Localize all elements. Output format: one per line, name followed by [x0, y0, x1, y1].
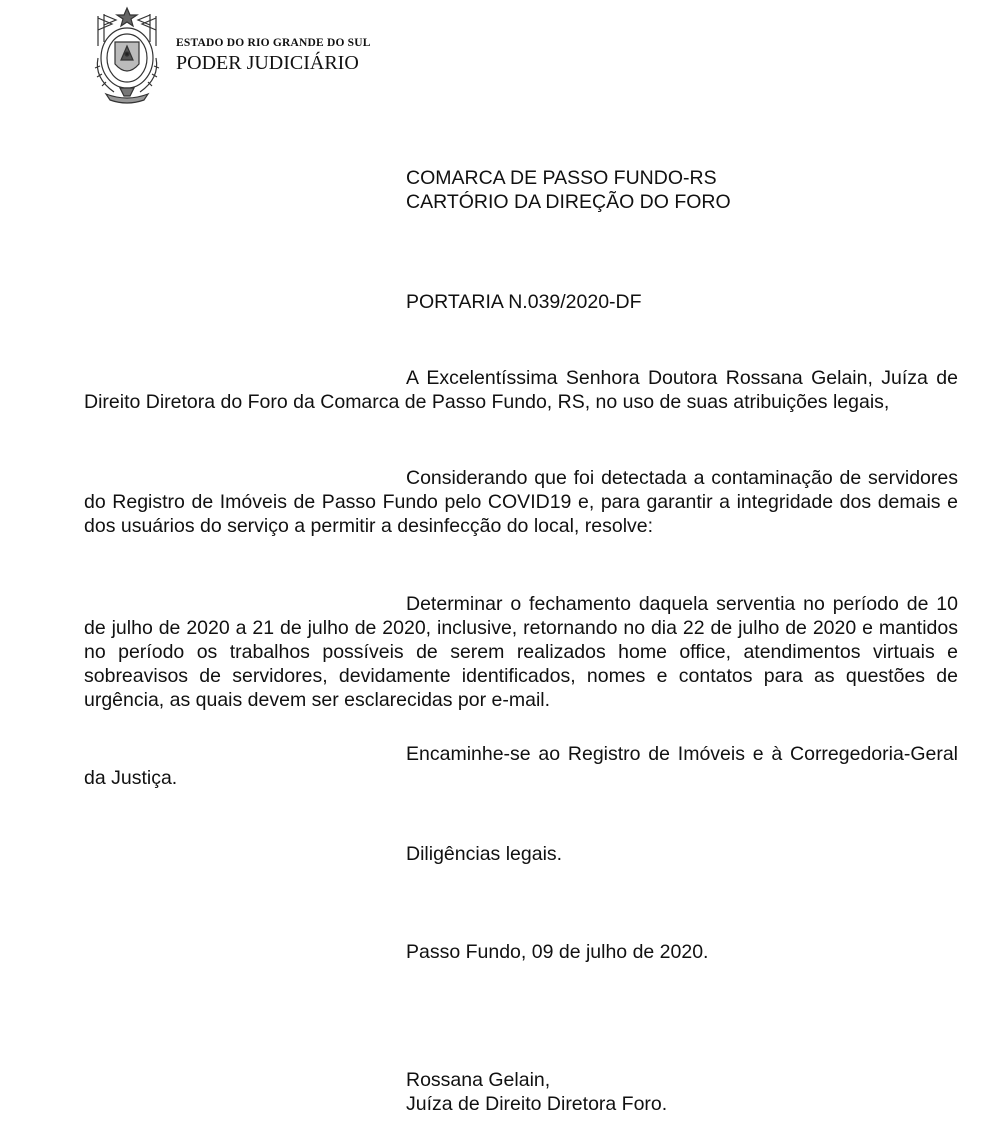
determine-paragraph: Determinar o fechamento daquela serventia no período de 10 de julho de 2020 a 21 de julho de 2020, inclusive, retornando no dia 22 de julho de 2020 e mantidos no período os trabalhos possíveis de serem realizados home office, atendimentos virtuais e sobreavisos de servidores, devidamente identificados, nomes e contatos para as questões de urgência, as quais devem ser esclarecidas por e-mail. — [84, 593, 958, 711]
place-date-line: Passo Fundo, 09 de julho de 2020. — [406, 941, 709, 963]
letterhead — [176, 36, 371, 75]
forward-paragraph: Encaminhe-se ao Registro de Imóveis e à Corregedoria-Geral da Justiça. — [84, 743, 958, 789]
coat-of-arms-icon — [84, 6, 170, 106]
letterhead-state: ESTADO DO RIO GRANDE DO SUL — [176, 37, 371, 49]
signature-name: Rossana Gelain, — [406, 1069, 551, 1091]
intro-paragraph: A Excelentíssima Senhora Doutora Rossana Gelain, Juíza de Direito Diretora do Foro da Comarca de Passo Fundo, RS, no uso de suas atribuições legais, — [84, 367, 958, 413]
considering-paragraph: Considerando que foi detectada a contaminação de servidores do Registro de Imóveis de Passo Fundo pelo COVID19 e, para garantir a integridade dos demais e dos usuários do serviço a permitir a desinfecção do local, resolve: — [84, 467, 958, 537]
cartorio-title: CARTÓRIO DA DIREÇÃO DO FORO — [406, 191, 731, 213]
diligences-line: Diligências legais. — [406, 843, 563, 865]
portaria-number: PORTARIA N.039/2020-DF — [406, 291, 642, 313]
letterhead-judiciary: PODER JUDICIÁRIO — [176, 52, 359, 74]
comarca-title: COMARCA DE PASSO FUNDO-RS — [406, 167, 717, 189]
signature-title: Juíza de Direito Diretora Foro. — [406, 1093, 668, 1115]
